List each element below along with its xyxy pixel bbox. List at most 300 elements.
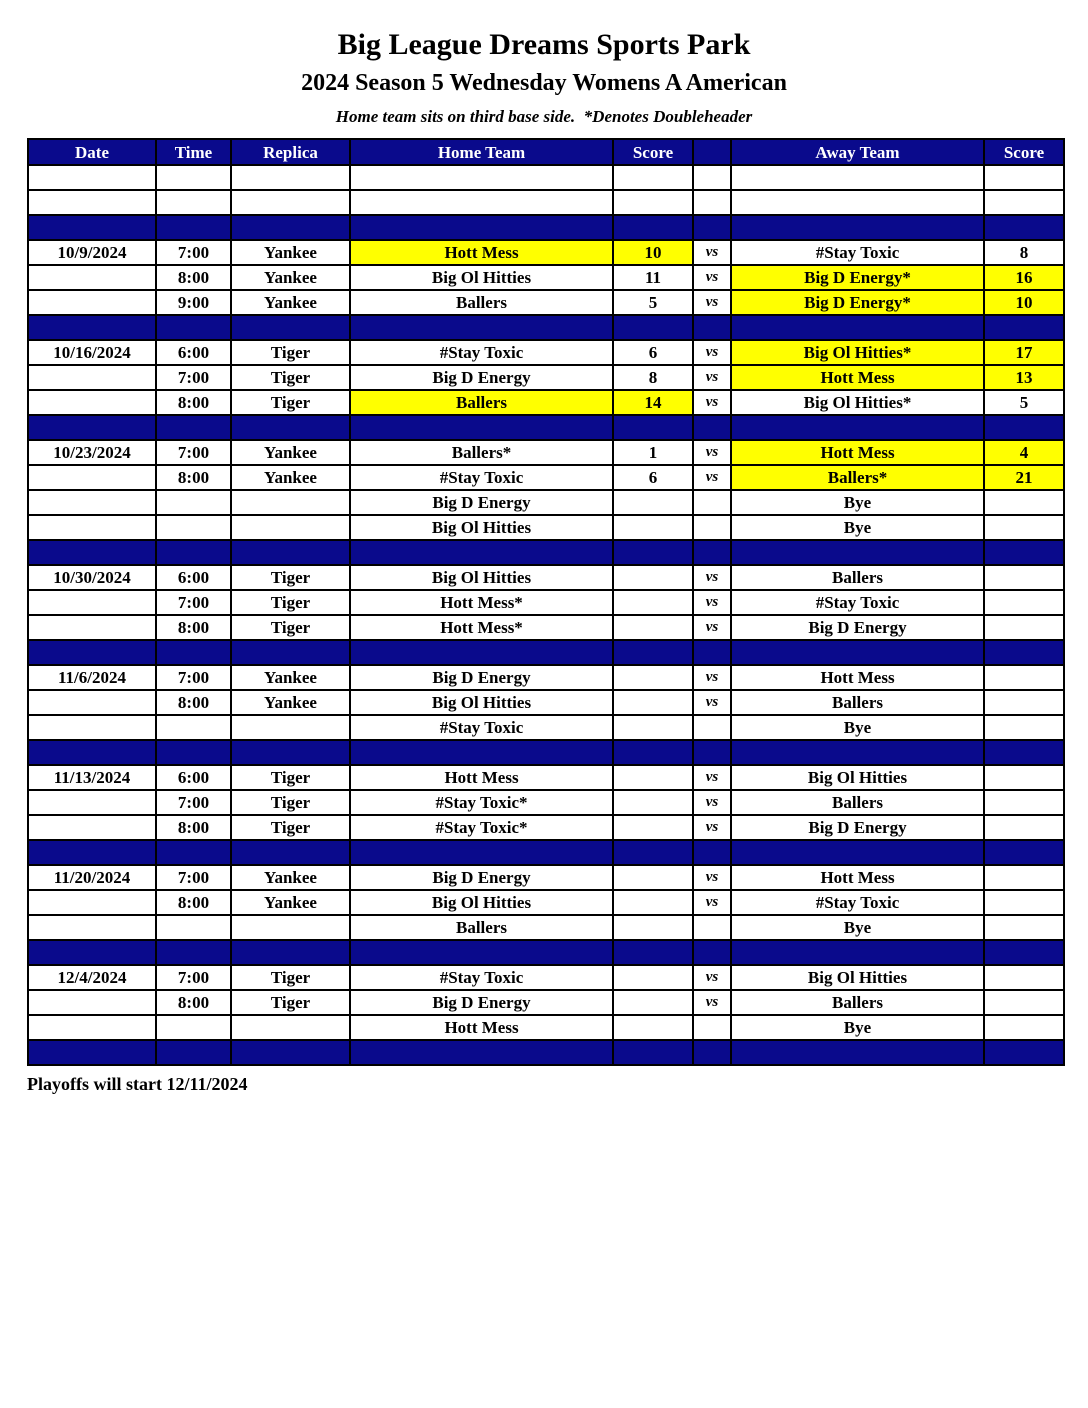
replica-cell: Yankee [231, 690, 350, 715]
game-row [28, 865, 1064, 890]
date-cell [28, 1040, 156, 1065]
home-team-cell [350, 190, 613, 215]
replica-cell [231, 415, 350, 440]
date-cell [28, 890, 156, 915]
bye-row [28, 1015, 1064, 1040]
schedule-table-header [28, 139, 1064, 165]
away-team-cell: Ballers* [731, 465, 984, 490]
replica-cell [231, 640, 350, 665]
replica-cell: Tiger [231, 765, 350, 790]
schedule-table-body [28, 165, 1064, 1065]
replica-cell [231, 165, 350, 190]
away-score-cell [984, 1015, 1064, 1040]
away-score-cell [984, 865, 1064, 890]
home-team-cell [350, 940, 613, 965]
date-cell: 10/16/2024 [28, 340, 156, 365]
game-row [28, 690, 1064, 715]
away-score-cell: 8 [984, 240, 1064, 265]
home-score-cell [613, 890, 693, 915]
date-cell [28, 790, 156, 815]
away-team-cell [731, 740, 984, 765]
date-cell [28, 390, 156, 415]
date-cell [28, 290, 156, 315]
home-score-cell [613, 940, 693, 965]
time-cell: 8:00 [156, 265, 231, 290]
away-team-cell: Bye [731, 715, 984, 740]
vs-cell [693, 415, 731, 440]
home-score-cell [613, 990, 693, 1015]
away-score-cell [984, 740, 1064, 765]
vs-cell [693, 840, 731, 865]
vs-cell: vs [693, 265, 731, 290]
home-score-cell: 10 [613, 240, 693, 265]
replica-cell: Tiger [231, 340, 350, 365]
away-team-cell [731, 1040, 984, 1065]
home-team-cell [350, 840, 613, 865]
vs-cell: vs [693, 440, 731, 465]
time-cell [156, 640, 231, 665]
away-score-cell [984, 215, 1064, 240]
time-cell: 7:00 [156, 965, 231, 990]
vs-cell: vs [693, 465, 731, 490]
time-cell [156, 915, 231, 940]
home-score-cell [613, 715, 693, 740]
page-subtitle: 2024 Season 5 Wednesday Womens A American [301, 70, 787, 96]
page-title: Big League Dreams Sports Park [337, 28, 751, 61]
replica-cell [231, 540, 350, 565]
replica-cell [231, 515, 350, 540]
away-team-cell: Big Ol Hitties [731, 965, 984, 990]
away-team-cell: Bye [731, 915, 984, 940]
away-team-cell [731, 315, 984, 340]
vs-cell: vs [693, 365, 731, 390]
home-team-cell: Big Ol Hitties [350, 890, 613, 915]
away-team-cell [731, 540, 984, 565]
vs-cell: vs [693, 990, 731, 1015]
replica-cell: Yankee [231, 865, 350, 890]
home-team-cell: Big D Energy [350, 365, 613, 390]
away-team-cell: Ballers [731, 690, 984, 715]
away-team-cell: Hott Mess [731, 440, 984, 465]
home-team-cell: Big Ol Hitties [350, 565, 613, 590]
time-cell: 7:00 [156, 665, 231, 690]
time-cell [156, 1040, 231, 1065]
replica-cell [231, 915, 350, 940]
date-cell [28, 365, 156, 390]
vs-cell: vs [693, 565, 731, 590]
vs-cell: vs [693, 790, 731, 815]
separator-row [28, 315, 1064, 340]
header-row [28, 139, 1064, 165]
empty-row [28, 190, 1064, 215]
separator-row [28, 1040, 1064, 1065]
away-score-cell [984, 415, 1064, 440]
date-cell: 10/9/2024 [28, 240, 156, 265]
date-cell: 11/20/2024 [28, 865, 156, 890]
away-team-cell [731, 640, 984, 665]
away-score-cell [984, 515, 1064, 540]
home-score-cell [613, 1040, 693, 1065]
date-cell [28, 415, 156, 440]
home-team-cell [350, 315, 613, 340]
home-team-cell: #Stay Toxic [350, 340, 613, 365]
replica-cell [231, 740, 350, 765]
time-cell: 8:00 [156, 690, 231, 715]
vs-cell: vs [693, 290, 731, 315]
column-header-away-score: Score [984, 139, 1064, 165]
home-score-cell: 1 [613, 440, 693, 465]
time-cell: 8:00 [156, 815, 231, 840]
bye-row [28, 515, 1064, 540]
vs-cell: vs [693, 965, 731, 990]
home-score-cell [613, 1015, 693, 1040]
home-score-cell [613, 690, 693, 715]
home-score-cell [613, 415, 693, 440]
date-cell [28, 190, 156, 215]
home-score-cell [613, 865, 693, 890]
column-header-date: Date [28, 139, 156, 165]
date-cell: 10/23/2024 [28, 440, 156, 465]
away-team-cell: #Stay Toxic [731, 890, 984, 915]
home-score-cell [613, 815, 693, 840]
home-score-cell [613, 590, 693, 615]
away-team-cell [731, 940, 984, 965]
replica-cell [231, 715, 350, 740]
home-score-cell [613, 565, 693, 590]
away-score-cell [984, 765, 1064, 790]
game-row [28, 240, 1064, 265]
home-team-cell: Hott Mess [350, 240, 613, 265]
away-score-cell [984, 965, 1064, 990]
home-score-cell: 11 [613, 265, 693, 290]
column-header-replica: Replica [231, 139, 350, 165]
away-team-cell [731, 165, 984, 190]
away-score-cell: 17 [984, 340, 1064, 365]
away-score-cell [984, 640, 1064, 665]
away-score-cell [984, 540, 1064, 565]
game-row [28, 815, 1064, 840]
home-score-cell [613, 665, 693, 690]
time-cell [156, 715, 231, 740]
away-team-cell: Ballers [731, 565, 984, 590]
game-row [28, 390, 1064, 415]
separator-row [28, 840, 1064, 865]
away-score-cell: 21 [984, 465, 1064, 490]
date-cell [28, 815, 156, 840]
home-team-cell: Ballers* [350, 440, 613, 465]
vs-cell [693, 640, 731, 665]
date-cell [28, 740, 156, 765]
separator-row [28, 740, 1064, 765]
date-cell [28, 640, 156, 665]
game-row [28, 615, 1064, 640]
home-team-cell: #Stay Toxic* [350, 790, 613, 815]
home-team-cell: #Stay Toxic [350, 965, 613, 990]
vs-cell [693, 940, 731, 965]
time-cell: 8:00 [156, 890, 231, 915]
away-team-cell [731, 840, 984, 865]
time-cell: 7:00 [156, 590, 231, 615]
date-cell [28, 615, 156, 640]
separator-row [28, 540, 1064, 565]
time-cell [156, 540, 231, 565]
replica-cell: Yankee [231, 440, 350, 465]
vs-cell [693, 915, 731, 940]
time-cell [156, 315, 231, 340]
away-score-cell [984, 565, 1064, 590]
date-cell [28, 690, 156, 715]
vs-cell: vs [693, 815, 731, 840]
replica-cell: Yankee [231, 465, 350, 490]
home-team-cell: Big Ol Hitties [350, 515, 613, 540]
away-score-cell [984, 915, 1064, 940]
date-cell [28, 590, 156, 615]
away-score-cell [984, 1040, 1064, 1065]
home-score-cell [613, 965, 693, 990]
time-cell [156, 490, 231, 515]
home-team-cell: Big Ol Hitties [350, 265, 613, 290]
replica-cell: Tiger [231, 990, 350, 1015]
separator-row [28, 940, 1064, 965]
away-team-cell: Bye [731, 1015, 984, 1040]
away-score-cell [984, 665, 1064, 690]
away-team-cell [731, 215, 984, 240]
game-row [28, 965, 1064, 990]
vs-cell [693, 515, 731, 540]
date-cell [28, 840, 156, 865]
home-score-cell [613, 765, 693, 790]
time-cell [156, 840, 231, 865]
home-team-cell [350, 415, 613, 440]
separator-row [28, 215, 1064, 240]
home-team-cell: Big D Energy [350, 490, 613, 515]
vs-cell: vs [693, 890, 731, 915]
column-header-vs-spacer [693, 139, 731, 165]
replica-cell: Tiger [231, 965, 350, 990]
vs-cell [693, 740, 731, 765]
time-cell: 7:00 [156, 240, 231, 265]
replica-cell: Tiger [231, 615, 350, 640]
date-cell: 12/4/2024 [28, 965, 156, 990]
replica-cell: Tiger [231, 365, 350, 390]
time-cell: 6:00 [156, 340, 231, 365]
home-team-cell [350, 540, 613, 565]
home-score-cell: 6 [613, 340, 693, 365]
replica-cell: Tiger [231, 790, 350, 815]
replica-cell [231, 315, 350, 340]
away-score-cell [984, 815, 1064, 840]
home-score-cell [613, 215, 693, 240]
time-cell: 7:00 [156, 790, 231, 815]
bye-row [28, 715, 1064, 740]
time-cell: 8:00 [156, 615, 231, 640]
date-cell [28, 915, 156, 940]
home-team-cell: Big D Energy [350, 990, 613, 1015]
home-score-cell [613, 540, 693, 565]
away-team-cell: Ballers [731, 990, 984, 1015]
vs-cell: vs [693, 765, 731, 790]
date-cell [28, 465, 156, 490]
time-cell: 8:00 [156, 465, 231, 490]
time-cell [156, 190, 231, 215]
home-score-cell: 8 [613, 365, 693, 390]
game-row [28, 890, 1064, 915]
game-row [28, 565, 1064, 590]
replica-cell: Tiger [231, 815, 350, 840]
vs-cell: vs [693, 340, 731, 365]
empty-row [28, 165, 1064, 190]
away-score-cell [984, 840, 1064, 865]
date-cell [28, 165, 156, 190]
home-score-cell [613, 615, 693, 640]
vs-cell: vs [693, 240, 731, 265]
home-score-cell [613, 165, 693, 190]
home-team-cell [350, 740, 613, 765]
schedule-table [27, 138, 1065, 1066]
time-cell: 6:00 [156, 565, 231, 590]
vs-cell [693, 215, 731, 240]
column-header-home-score: Score [613, 139, 693, 165]
time-cell: 9:00 [156, 290, 231, 315]
column-header-time: Time [156, 139, 231, 165]
time-cell [156, 740, 231, 765]
away-team-cell: Big D Energy [731, 615, 984, 640]
vs-cell [693, 190, 731, 215]
away-score-cell [984, 715, 1064, 740]
date-cell [28, 215, 156, 240]
replica-cell [231, 215, 350, 240]
bye-row [28, 915, 1064, 940]
replica-cell: Yankee [231, 265, 350, 290]
home-score-cell [613, 490, 693, 515]
date-cell: 11/6/2024 [28, 665, 156, 690]
home-score-cell [613, 790, 693, 815]
game-row [28, 790, 1064, 815]
replica-cell: Yankee [231, 665, 350, 690]
away-score-cell: 13 [984, 365, 1064, 390]
home-team-cell: Big D Energy [350, 865, 613, 890]
away-team-cell: #Stay Toxic [731, 240, 984, 265]
away-score-cell [984, 315, 1064, 340]
column-header-home-team: Home Team [350, 139, 613, 165]
away-score-cell [984, 690, 1064, 715]
away-score-cell: 16 [984, 265, 1064, 290]
time-cell: 7:00 [156, 365, 231, 390]
home-score-cell [613, 840, 693, 865]
away-score-cell: 5 [984, 390, 1064, 415]
date-cell [28, 715, 156, 740]
time-cell [156, 165, 231, 190]
time-cell: 8:00 [156, 390, 231, 415]
away-score-cell [984, 490, 1064, 515]
time-cell: 6:00 [156, 765, 231, 790]
home-team-cell [350, 165, 613, 190]
replica-cell: Yankee [231, 890, 350, 915]
bye-row [28, 490, 1064, 515]
away-team-cell: Big Ol Hitties [731, 765, 984, 790]
away-team-cell: Big Ol Hitties* [731, 390, 984, 415]
game-row [28, 765, 1064, 790]
home-score-cell [613, 740, 693, 765]
away-score-cell: 4 [984, 440, 1064, 465]
replica-cell: Yankee [231, 290, 350, 315]
vs-cell: vs [693, 865, 731, 890]
vs-cell [693, 165, 731, 190]
home-score-cell: 6 [613, 465, 693, 490]
date-cell [28, 540, 156, 565]
away-team-cell: Bye [731, 490, 984, 515]
time-cell [156, 1015, 231, 1040]
game-row [28, 365, 1064, 390]
vs-cell: vs [693, 590, 731, 615]
away-score-cell [984, 790, 1064, 815]
home-team-cell: Big D Energy [350, 665, 613, 690]
game-row [28, 665, 1064, 690]
replica-cell [231, 1015, 350, 1040]
home-score-cell [613, 315, 693, 340]
replica-cell: Yankee [231, 240, 350, 265]
game-row [28, 465, 1064, 490]
playoffs-footer-note: Playoffs will start 12/11/2024 [27, 1074, 248, 1095]
date-cell [28, 1015, 156, 1040]
home-team-cell: Ballers [350, 915, 613, 940]
home-score-cell: 5 [613, 290, 693, 315]
time-cell [156, 940, 231, 965]
home-score-cell [613, 640, 693, 665]
home-score-cell: 14 [613, 390, 693, 415]
replica-cell [231, 940, 350, 965]
vs-cell [693, 540, 731, 565]
away-team-cell: Hott Mess [731, 865, 984, 890]
game-row [28, 265, 1064, 290]
away-score-cell [984, 890, 1064, 915]
away-score-cell [984, 615, 1064, 640]
game-row [28, 590, 1064, 615]
home-team-cell [350, 215, 613, 240]
home-team-cell: Hott Mess* [350, 615, 613, 640]
replica-cell: Tiger [231, 390, 350, 415]
home-team-cell [350, 640, 613, 665]
date-cell [28, 515, 156, 540]
home-team-cell: #Stay Toxic* [350, 815, 613, 840]
home-team-cell: Hott Mess [350, 765, 613, 790]
time-cell [156, 215, 231, 240]
replica-cell [231, 1040, 350, 1065]
away-team-cell: Big Ol Hitties* [731, 340, 984, 365]
time-cell [156, 415, 231, 440]
home-score-cell [613, 515, 693, 540]
away-score-cell [984, 190, 1064, 215]
away-team-cell: Ballers [731, 790, 984, 815]
time-cell [156, 515, 231, 540]
time-cell: 7:00 [156, 865, 231, 890]
replica-cell [231, 840, 350, 865]
home-team-cell: #Stay Toxic [350, 465, 613, 490]
vs-cell [693, 1040, 731, 1065]
home-team-note: Home team sits on third base side. *Denotes Doubleheader [335, 107, 753, 127]
away-team-cell: Big D Energy* [731, 290, 984, 315]
date-cell [28, 265, 156, 290]
away-team-cell [731, 415, 984, 440]
away-score-cell [984, 590, 1064, 615]
replica-cell: Tiger [231, 565, 350, 590]
date-cell [28, 940, 156, 965]
vs-cell [693, 315, 731, 340]
vs-cell: vs [693, 665, 731, 690]
vs-cell: vs [693, 690, 731, 715]
home-score-cell [613, 915, 693, 940]
away-team-cell: Hott Mess [731, 665, 984, 690]
